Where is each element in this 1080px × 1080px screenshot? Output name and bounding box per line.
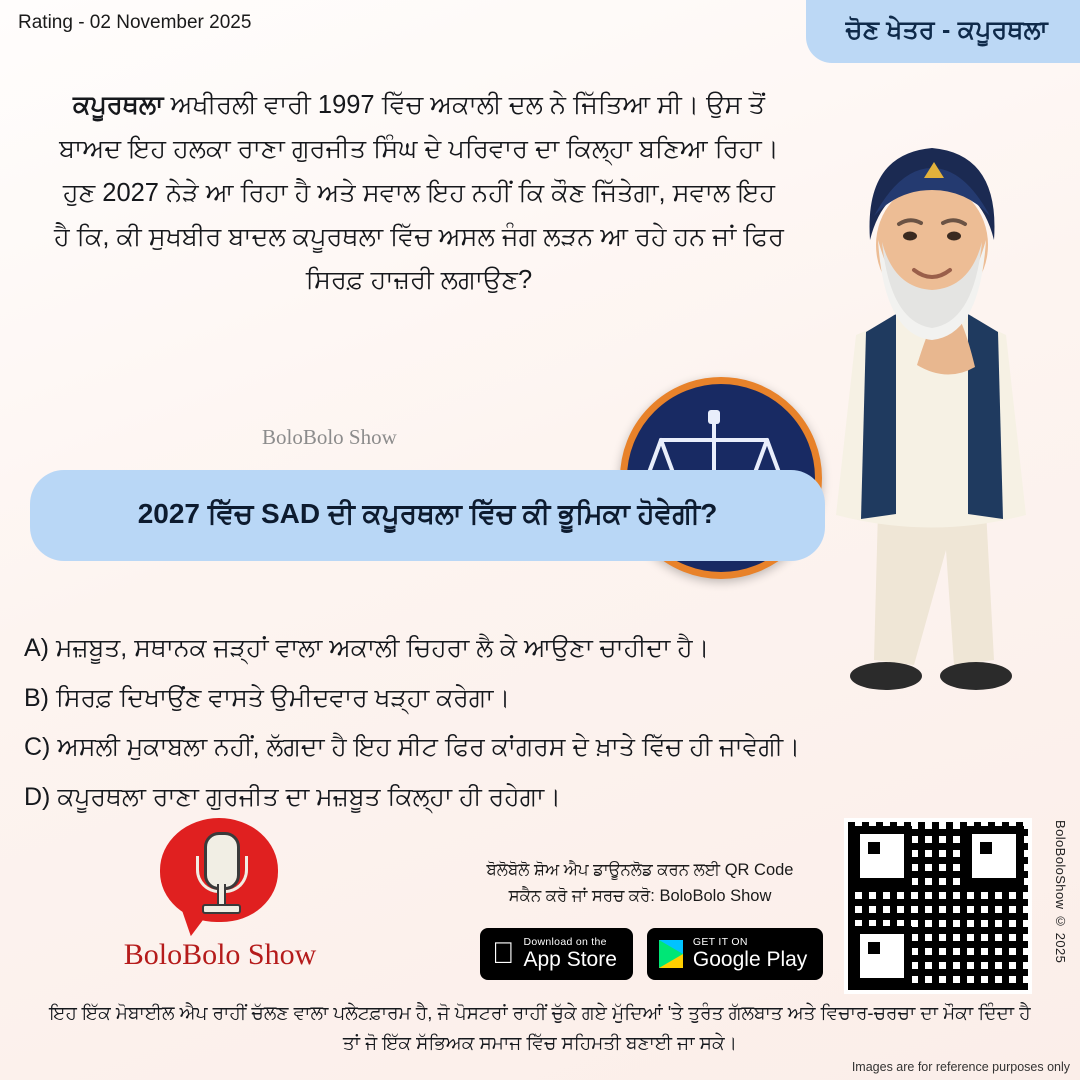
brand-name: BoloBolo Show [123, 938, 317, 971]
intro-paragraph [54, 84, 784, 303]
qr-finder-bottom-left [852, 926, 912, 986]
option-b[interactable]: B) ਸਿਰਫ਼ ਦਿਖਾਉਂਣ ਵਾਸਤੇ ਉਮੀਦਵਾਰ ਖੜ੍ਹਾ ਕਰੇਗਾ। [24, 683, 511, 712]
app-note-line2: ਸਕੈਨ ਕਰੋ ਜਾਂ ਸਰਚ ਕਰੋ: BoloBolo Show [508, 886, 772, 905]
header [0, 0, 1080, 78]
option-d[interactable]: D) ਕਪੂਰਥਲਾ ਰਾਣਾ ਗੁਰਜੀਤ ਦਾ ਮਜ਼ਬੂਤ ਕਿਲ੍ਹਾ ਹੀ ਰਹੇਗਾ। [24, 782, 562, 811]
intro-lead-word: ਕਪੂਰਥਲਾ [73, 91, 164, 119]
disclaimer-text: ਇਹ ਇੱਕ ਮੋਬਾਈਲ ਐਪ ਰਾਹੀਂ ਚੱਲਣ ਵਾਲਾ ਪਲੇਟਫ਼ਾਰਮ ਹੈ, ਜੋ ਪੋਸਟਰਾਂ ਰਾਹੀਂ ਚੁੱਕੇ ਗਏ ਮੁੱਦਿਆਂ 'ਤੇ ਤੁਰੰਤ ਗੱਲਬਾਤ ਅਤੇ ਵਿਚਾਰ-ਚਰਚਾ ਦਾ ਮੌਕਾ ਦਿੰਦਾ ਹੈ ਤਾਂ ਜੋ ਇੱਕ ਸੱਭਿਅਕ ਸਮਾਜ ਵਿੱਚ ਸਹਿਮਤੀ ਬਣਾਈ ਜਾ ਸਕੇ। [49, 1002, 1031, 1053]
app-store-small-label: Download on the [501, 935, 585, 948]
app-download-note [430, 858, 850, 909]
option-a[interactable]: A) ਮਜ਼ਬੂਤ, ਸਥਾਨਕ ਜੜ੍ਹਾਂ ਵਾਲਾ ਅਕਾਲੀ ਚਿਹਰਾ ਲੈ ਕੇ ਆਉਣਾ ਚਾਹੀਦਾ ਹੈ। [24, 634, 710, 662]
google-play-icon [659, 940, 683, 968]
brand-logo [95, 818, 345, 972]
app-store-badge[interactable] [480, 928, 633, 980]
reference-note: Images are for reference purposes only [851, 1060, 1070, 1074]
option-c[interactable]: C) ਅਸਲੀ ਮੁਕਾਬਲਾ ਨਹੀਂ, ਲੱਗਦਾ ਹੈ ਇਹ ਸੀਟ ਫਿਰ ਕਾਂਗਰਸ ਦੇ ਖ਼ਾਤੇ ਵਿੱਚ ਹੀ ਜਾਵੇਗੀ। [24, 733, 801, 761]
qr-finder-top-right [964, 826, 1024, 886]
options-list [24, 630, 1059, 828]
rating-label: Rating - 02 November 2025 [18, 12, 252, 33]
constituency-tab: ਚੋਣ ਖੇਤਰ - ਕਪੂਰਥਲਾ [806, 0, 1080, 63]
intro-body: ਅਖੀਰਲੀ ਵਾਰੀ 1997 ਵਿੱਚ ਅਕਾਲੀ ਦਲ ਨੇ ਜਿੱਤਿਆ ਸੀ। ਉਸ ਤੋਂ ਬਾਅਦ ਇਹ ਹਲਕਾ ਰਾਣਾ ਗੁਰਜੀਤ ਸਿੰਘ ਦੇ ਪਰਿਵਾਰ ਦਾ ਕਿਲ੍ਹਾ ਬਣਿਆ ਰਿਹਾ। ਹੁਣ 2027 ਨੇੜੇ ਆ ਰਿਹਾ ਹੈ ਅਤੇ ਸਵਾਲ ਇਹ ਨਹੀਂ ਕਿ ਕੌਣ ਜਿੱਤੇਗਾ, ਸਵਾਲ ਇਹ ਹੈ ਕਿ, ਕੀ ਸੁਖਬੀਰ ਬਾਦਲ ਕਪੂਰਥਲਾ ਵਿੱਚ ਅਸਲ ਜੰਗ ਲੜਨ ਆ ਰਹੇ ਹਨ ਜਾਂ ਫਿਰ ਸਿਰਫ਼ ਹਾਜ਼ਰੀ ਲਗਾਉਣ? [54, 91, 784, 295]
google-play-big-label: Google Play [670, 947, 785, 971]
microphone-icon [160, 818, 280, 936]
copyright-label: BoloBoloShow © 2025 [1053, 820, 1068, 964]
app-note-line1: ਬੋਲੋਬੋਲੋ ਸ਼ੋਅ ਐਪ ਡਾਊਨਲੋਡ ਕਰਨ ਲਈ QR Code [486, 861, 794, 879]
app-store-big-label: App Store [501, 947, 595, 971]
store-badges [480, 928, 823, 980]
question-bubble: 2027 ਵਿੱਚ SAD ਦੀ ਕਪੂਰਥਲਾ ਵਿੱਚ ਕੀ ਭੂਮਿਕਾ ਹੋਵੇਗੀ? [30, 470, 825, 561]
qr-code[interactable] [844, 818, 1032, 994]
google-play-badge[interactable] [647, 928, 823, 980]
qr-finder-top-left [852, 826, 912, 886]
google-play-small-label: GET IT ON [670, 935, 726, 948]
apple-icon [492, 939, 515, 969]
watermark-text: BoloBolo Show [262, 425, 397, 449]
